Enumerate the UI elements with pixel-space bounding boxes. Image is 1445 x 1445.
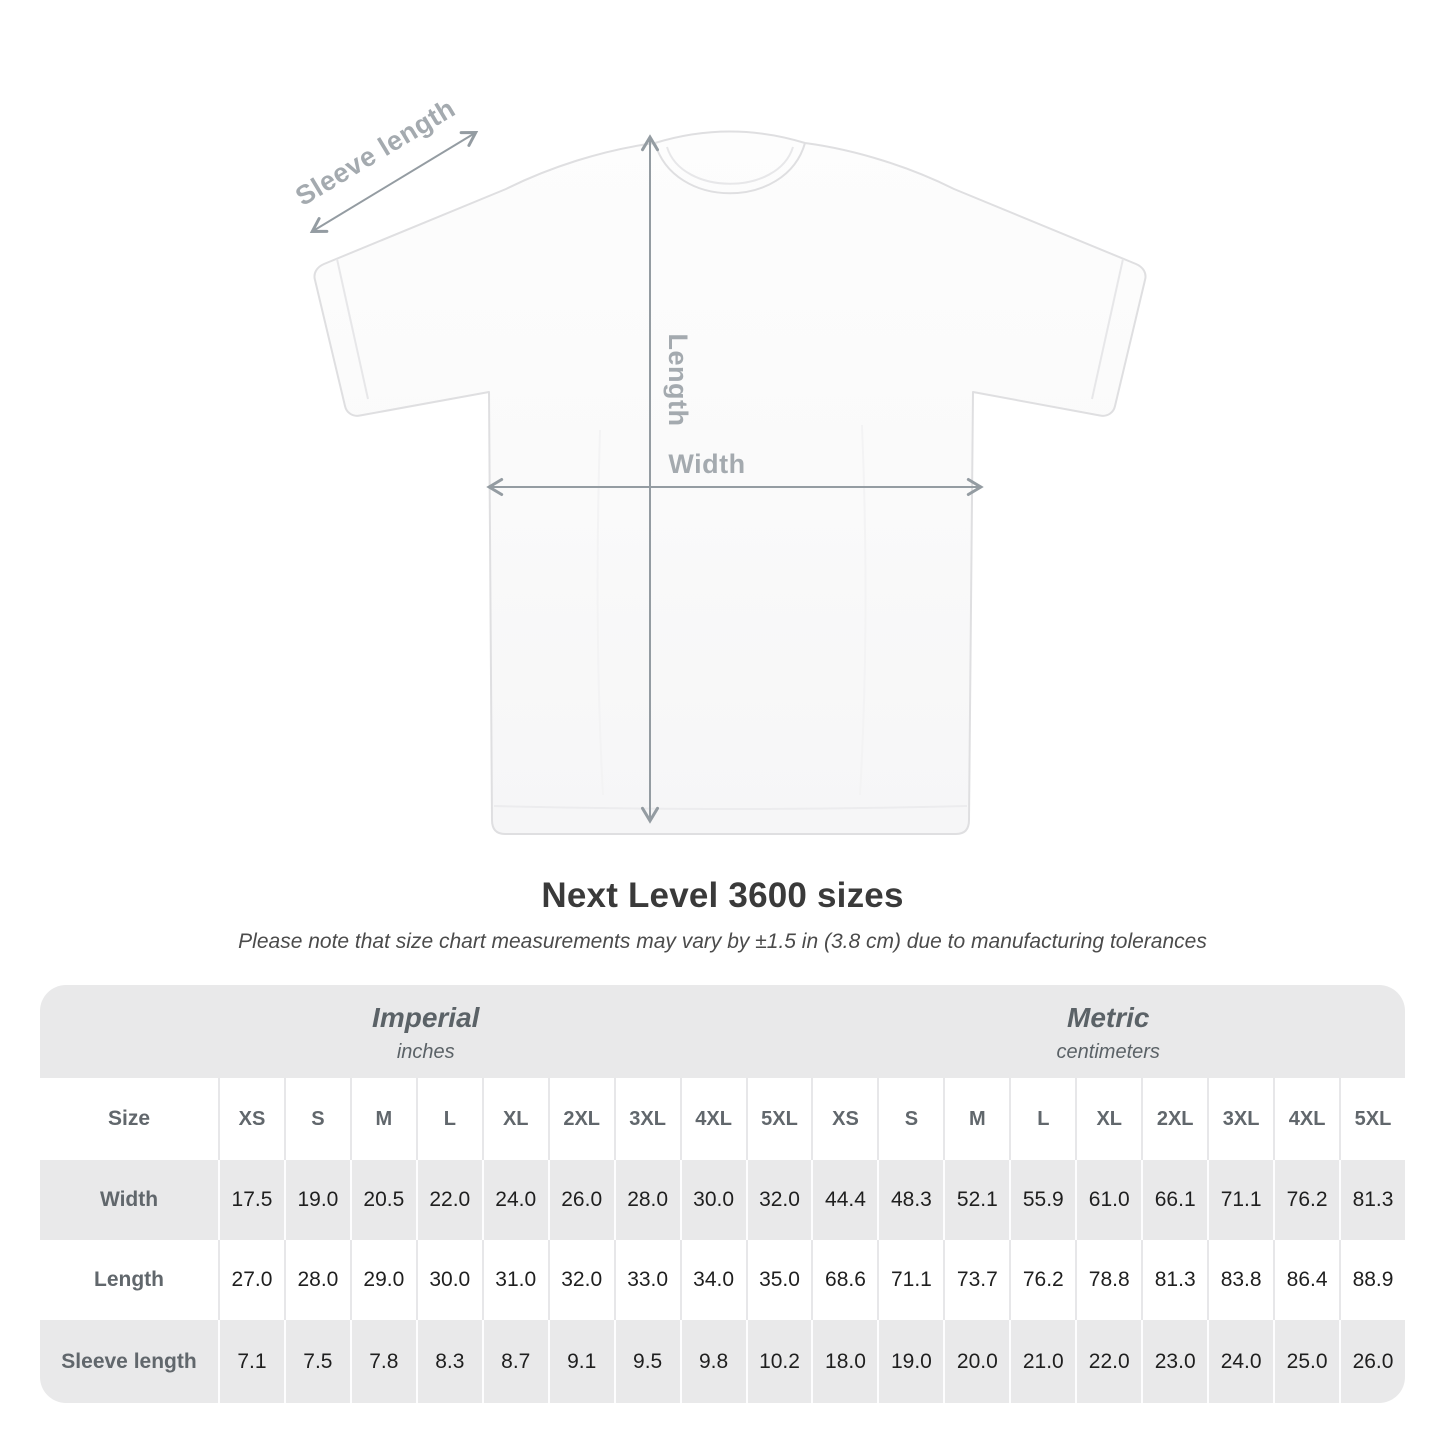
header-cell: 2XL xyxy=(548,1078,614,1160)
header-cell: 3XL xyxy=(614,1078,680,1160)
value-cell: 8.3 xyxy=(416,1320,482,1403)
header-cell: 3XL xyxy=(1207,1078,1273,1160)
value-cell: 55.9 xyxy=(1009,1160,1075,1240)
value-cell: 76.2 xyxy=(1009,1240,1075,1320)
size-column-header: Size xyxy=(40,1078,218,1160)
value-cell: 61.0 xyxy=(1075,1160,1141,1240)
header-cell: M xyxy=(350,1078,416,1160)
value-cell: 24.0 xyxy=(482,1160,548,1240)
value-cell: 17.5 xyxy=(218,1160,284,1240)
value-cell: 8.7 xyxy=(482,1320,548,1403)
row-label-sleeve-length: Sleeve length xyxy=(40,1320,218,1403)
value-cell: 26.0 xyxy=(1339,1320,1405,1403)
header-cell: 5XL xyxy=(1339,1078,1405,1160)
metric-group-header xyxy=(811,985,1405,1078)
value-cell: 28.0 xyxy=(284,1240,350,1320)
value-cell: 81.3 xyxy=(1141,1240,1207,1320)
value-cell: 7.1 xyxy=(218,1320,284,1403)
page-title: Next Level 3600 sizes xyxy=(541,876,904,915)
value-cell: 48.3 xyxy=(877,1160,943,1240)
header-cell: 4XL xyxy=(1273,1078,1339,1160)
header-cell: 4XL xyxy=(680,1078,746,1160)
value-cell: 34.0 xyxy=(680,1240,746,1320)
value-cell: 35.0 xyxy=(746,1240,812,1320)
value-cell: 18.0 xyxy=(811,1320,877,1403)
value-cell: 7.8 xyxy=(350,1320,416,1403)
imperial-group-header xyxy=(40,985,811,1078)
value-cell: 32.0 xyxy=(746,1160,812,1240)
value-cell: 33.0 xyxy=(614,1240,680,1320)
value-cell: 86.4 xyxy=(1273,1240,1339,1320)
value-cell: 25.0 xyxy=(1273,1320,1339,1403)
header-cell: S xyxy=(877,1078,943,1160)
imperial-title: Imperial xyxy=(372,1001,480,1033)
value-cell: 19.0 xyxy=(877,1320,943,1403)
metric-title: Metric xyxy=(1067,1001,1150,1033)
value-cell: 83.8 xyxy=(1207,1240,1273,1320)
metric-subtitle: centimeters xyxy=(1056,1040,1160,1063)
value-cell: 9.5 xyxy=(614,1320,680,1403)
value-cell: 73.7 xyxy=(943,1240,1009,1320)
value-cell: 76.2 xyxy=(1273,1160,1339,1240)
value-cell: 26.0 xyxy=(548,1160,614,1240)
header-cell: M xyxy=(943,1078,1009,1160)
value-cell: 52.1 xyxy=(943,1160,1009,1240)
header-cell: L xyxy=(1009,1078,1075,1160)
value-cell: 66.1 xyxy=(1141,1160,1207,1240)
value-cell: 20.0 xyxy=(943,1320,1009,1403)
value-cell: 19.0 xyxy=(284,1160,350,1240)
value-cell: 9.8 xyxy=(680,1320,746,1403)
header-cell: XL xyxy=(482,1078,548,1160)
value-cell: 32.0 xyxy=(548,1240,614,1320)
value-cell: 68.6 xyxy=(811,1240,877,1320)
value-cell: 20.5 xyxy=(350,1160,416,1240)
tolerance-note: Please note that size chart measurements may vary by ±1.5 in (3.8 cm) due to manufacturing tolerances xyxy=(238,930,1207,953)
header-cell: 5XL xyxy=(746,1078,812,1160)
header-cell: XS xyxy=(811,1078,877,1160)
imperial-subtitle: inches xyxy=(396,1040,455,1063)
value-cell: 78.8 xyxy=(1075,1240,1141,1320)
value-cell: 31.0 xyxy=(482,1240,548,1320)
size-table-grid xyxy=(40,985,1405,1403)
value-cell: 7.5 xyxy=(284,1320,350,1403)
value-cell: 71.1 xyxy=(1207,1160,1273,1240)
value-cell: 44.4 xyxy=(811,1160,877,1240)
value-cell: 22.0 xyxy=(416,1160,482,1240)
value-cell: 9.1 xyxy=(548,1320,614,1403)
width-label: Width xyxy=(668,449,746,479)
length-label: Length xyxy=(663,333,693,427)
header-cell: S xyxy=(284,1078,350,1160)
value-cell: 10.2 xyxy=(746,1320,812,1403)
value-cell: 81.3 xyxy=(1339,1160,1405,1240)
value-cell: 71.1 xyxy=(877,1240,943,1320)
value-cell: 28.0 xyxy=(614,1160,680,1240)
row-label-width: Width xyxy=(40,1160,218,1240)
value-cell: 30.0 xyxy=(416,1240,482,1320)
header-cell: 2XL xyxy=(1141,1078,1207,1160)
value-cell: 30.0 xyxy=(680,1160,746,1240)
tshirt-body xyxy=(314,132,1145,835)
header-cell: XS xyxy=(218,1078,284,1160)
header-cell: L xyxy=(416,1078,482,1160)
value-cell: 22.0 xyxy=(1075,1320,1141,1403)
size-table xyxy=(40,985,1405,1403)
value-cell: 27.0 xyxy=(218,1240,284,1320)
sleeve-length-label: Sleeve length xyxy=(290,92,461,212)
row-label-length: Length xyxy=(40,1240,218,1320)
value-cell: 24.0 xyxy=(1207,1320,1273,1403)
header-cell: XL xyxy=(1075,1078,1141,1160)
value-cell: 21.0 xyxy=(1009,1320,1075,1403)
value-cell: 23.0 xyxy=(1141,1320,1207,1403)
value-cell: 29.0 xyxy=(350,1240,416,1320)
value-cell: 88.9 xyxy=(1339,1240,1405,1320)
